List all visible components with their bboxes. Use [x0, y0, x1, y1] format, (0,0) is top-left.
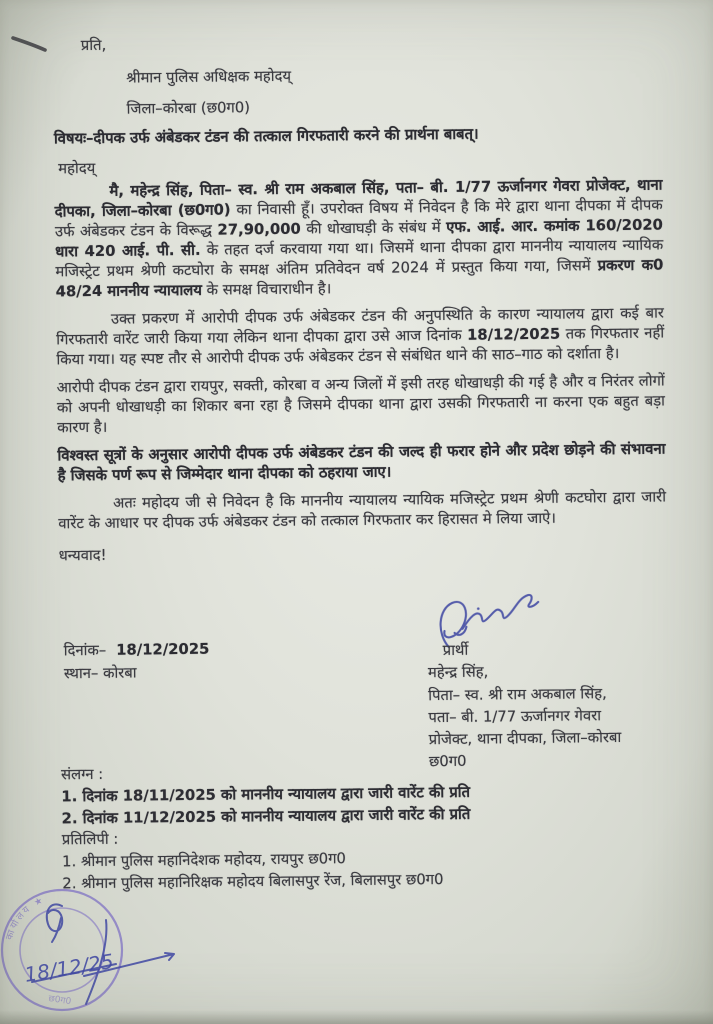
case-number: प्रकरण क0 48/24 माननीय न्यायालय	[55, 256, 664, 301]
date-place-block	[64, 638, 210, 686]
closing-thanks: धन्यवाद!	[58, 546, 107, 565]
copy-item: 2. श्रीमान पुलिस महानिरिक्षक महोदय बिलासपुर रेंज, बिलासपुर छ0ग0	[62, 871, 444, 893]
letter-date: 18/12/2025	[116, 640, 210, 659]
body-paragraph-3: आरोपी दीपक टंडन द्वारा रायपुर, सक्ती, कोरबा व अन्य जिलों में इसी तरह धोखाधड़ी की गई है और व निरंतर लोगों को अपनी धोखाधड़ी का शिकार बना रहा है जिसमे दीपका थाना द्वारा उसकी गिरफतारी ना करना एक बहुत बड़ा कारण है।	[56, 372, 666, 437]
official-stamp	[0, 884, 198, 1024]
recipient-line1: श्रीमान पुलिस अधिक्षक महोदय्	[126, 67, 292, 87]
fir-number: एफ. आई. आर. कमांक 160/2020 धारा 420 आई. पी. सी.	[55, 216, 664, 261]
copy-item: 1. श्रीमान पुलिस महानिदेशक महोदय, रायपुर छ0ग0	[62, 850, 347, 871]
body-paragraph-5: अतः महोदय जी से निवेदन है कि माननीय न्यायालय न्यायिक मजिस्ट्रेट प्रथम श्रेणी कटघोरा द्वारा जारी वारेंट के आधार पर दीपक उर्फ अंबेडकर टंडन को तत्काल गिरफतार कर हिरासत मे लिया जाऐ।	[58, 488, 667, 533]
body-paragraph-2: उक्त प्रकरण में आरोपी दीपक उर्फ अंबेडकर टंडन की अनुपस्थिति के कारण न्यायालय द्वारा कई बार गिरफतारी वारेंट जारी किया गया लेकिन थाना दीपका द्वारा उसे आज दिनांक 18/12/2025 तक गिरफतार नहीं किया गया। यह स्पष्ट तौर से आरोपी दीपक उर्फ अंबेडकर टंडन से संबंधित थाने की साठ–गाठ को दर्शाता है।	[56, 304, 665, 369]
signatory-block	[428, 637, 680, 774]
bold-intro: मै, महेन्द्र सिंह, पिता– स्व. श्री राम अकबाल सिंह, पता– बी. 1/77 ऊर्जानगर गेवरा प्रोजेक्ट, थाना दीपका, जिला–कोरबा (छ0ग0)	[54, 176, 663, 221]
subject-line: विषयः–दीपक उर्फ अंबेडकर टंडन की तत्काल गिरफतारी करने की प्रार्थना बाबत्।	[53, 125, 479, 148]
signatory-title: प्रार्थी	[442, 641, 469, 660]
recipient-line2: जिला–कोरबा (छ0ग0)	[126, 99, 251, 118]
salutation: महोदय्	[58, 159, 96, 178]
stamp-ring-text-bottom: छ0ग0	[47, 994, 72, 1008]
body-paragraph-1: मै, महेन्द्र सिंह, पिता– स्व. श्री राम अकबाल सिंह, पता– बी. 1/77 ऊर्जानगर गेवरा प्रोजेक्ट, थाना दीपका, जिला–कोरबा (छ0ग0) का निवासी हूँ। उपरोक्त विषय में निवेदन है कि मेरे द्वारा थाना दीपका में दीपक उर्फ अंबेडकर टंडन के विरूद्ध 27,90,000 की धोखाघड़ी के संबंध में एफ. आई. आर. कमांक 160/2020 धारा 420 आई. पी. सी. के तहत दर्ज करवाया गया था। जिसमें थाना दीपका द्वारा माननीय न्यायालय न्यायिक मजिस्ट्रेट प्रथम श्रेणी कटघोरा के समक्ष अंतिम प्रतिवेदन वर्ष 2024 में प्रस्तुत किया गया, जिसमें प्रकरण क0 48/24 माननीय न्यायालय के समक्ष विचाराधीन है।	[54, 176, 664, 301]
enclosures-heading: संलग्न :	[61, 765, 104, 784]
fraud-amount: 27,90,000	[217, 220, 301, 239]
enclosure-item: 2. दिनांक 11/12/2025 को माननीय न्यायालय द्वारा जारी वारेंट की प्रति	[61, 805, 471, 827]
place-line: स्थान– कोरबा	[63, 664, 137, 683]
signatory-address3: छ0ग0	[428, 753, 467, 771]
signatory-name: महेन्द्र सिंह,	[427, 663, 489, 682]
stamp-ring-text: कार्यालय ★	[3, 894, 47, 942]
enclosure-item: 1. दिनांक 18/11/2025 को माननीय न्यायालय द्वारा जारी वारेंट की प्रति	[61, 783, 471, 806]
signatory-father: पिता– स्व. श्री राम अकबाल सिंह,	[428, 684, 607, 704]
stamp-handwritten-date: 18/12/25	[22, 949, 116, 987]
arrest-deadline-date: 18/12/2025	[466, 325, 561, 344]
letter-body	[54, 176, 666, 567]
recipient-label: प्रति,	[80, 36, 107, 55]
body-paragraph-4: विश्वस्त सूत्रों के अनुसार आरोपी दीपक उर्फ अंबेडकर टंडन की जल्द ही फरार होने और प्रदेश छोड़ने की संभावना है जिसके पर्ण रूप से जिम्मेदार थाना दीपका को ठहराया जाए।	[57, 440, 666, 485]
enclosures-block	[61, 757, 682, 895]
signatory-address2: प्रोजेक्ट, थाना दीपका, जिला–कोरबा	[428, 729, 622, 749]
copies-heading: प्रतिलिपी :	[61, 831, 119, 849]
signatory-address1: पता– बी. 1/77 ऊर्जानगर गेवरा	[428, 707, 602, 727]
date-line: दिनांक– 18/12/2025	[63, 640, 210, 660]
